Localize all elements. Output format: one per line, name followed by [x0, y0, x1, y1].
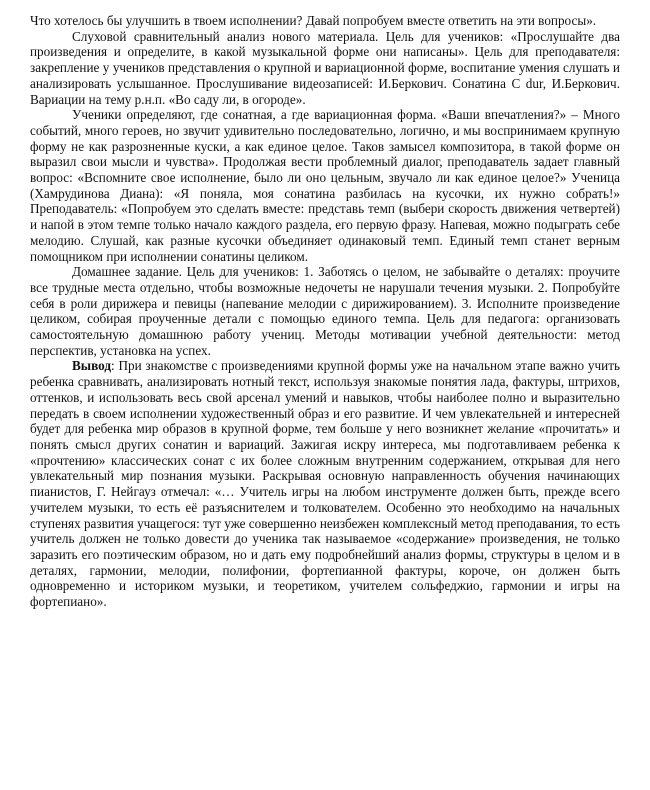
conclusion-text: : При знакомстве с произведениями крупной формы уже на начальном этапе важно учить ребенка сравнивать, анализировать нотный текст, используя знакомые понятия лада, фактуры, штрихов, оттенков, и использовать весь свой арсенал умений и навыков, чтобы наиболее полно и выразительно передать в своем исполнении художественный образ и его развитие. И чем увлекательней и интересней будет для ребенка мир образов в крупной форме, тем больше у него возникнет желание «прочитать» и понять смысл других сонатин и вариаций. Зажигая искру интереса, мы подготавливаем ребенка к «прочтению» классических сонат с их более сложным внутренним содержанием, открывая для него увлекательный мир познания музыки. Раскрывая основную направленность обучения начинающих пианистов, Г. Нейгауз отмечал: «… Учитель игры на любом инструменте должен быть, прежде всего учителем музыки, то есть её разъяснителем и толкователем. Особенно это необходимо на начальных ступенях развития учащегося: тут уже совершенно неизбежен комплексный метод преподавания, то есть учитель должен не только довести до ученика так называемое «содержание» произведения, не только заразить его поэтическим образом, но и дать ему подробнейший анализ формы, структуры в целом и в деталях, гармонии, мелодии, полифонии, фортепианной фактуры, короче, он должен быть одновременно и историком музыки, и теоретиком, учителем сольфеджио, гармонии и игры на фортепиано».	[30, 358, 621, 610]
conclusion-lead: Вывод	[72, 358, 112, 374]
paragraph-homework: Домашнее задание. Цель для учеников: 1. Заботясь о целом, не забывайте о деталях: проучите все трудные места отдельно, чтобы возможные недочеты не нарушали течения музыки. 2. Попробуйте себя в роли дирижера и певицы (напевание мелодии с дирижированием). 3. Исполните произведение целиком, собирая проученные детали с помощью единого темпа. Цель для педагога: организовать самостоятельную домашнюю работу учениц. Методы мотивации учебной деятельности: метод перспектив, установка на успех.	[30, 264, 620, 358]
paragraph-conclusion	[30, 358, 620, 609]
paragraph-listening-analysis: Слуховой сравнительный анализ нового материала. Цель для учеников: «Прослушайте два произведения и определите, в какой музыкальной форме они написаны». Цель для преподавателя: закрепление у учеников представления о крупной и вариационной форме, воспитание умения слушать и анализировать услышанное. Прослушивание видеозаписей: И.Беркович. Сонатина C dur, И.Беркович. Вариации на тему р.н.п. «Во саду ли, в огороде».	[30, 28, 620, 107]
paragraph-intro-question: Что хотелось бы улучшить в твоем исполнении? Давай попробуем вместе ответить на эти вопросы».	[30, 13, 597, 28]
paragraph-students-impressions: Ученики определяют, где сонатная, а где вариационная форма. «Ваши впечатления?» – Много событий, много героев, но звучит удивительно последовательно, логично, и мы воспринимаем крупную форму не как разрозненные куски, а как единое целое. Таков замысел композитора, в такой форме он выразил свои мысли и чувства». Продолжая вести проблемный диалог, преподаватель задает главный вопрос: «Вспомните свое исполнение, было ли оно цельным, звучало ли как единое целое?» Ученица (Хамрудинова Диана): «Я поняла, моя сонатина разбилась на кусочки, их нужно собрать!» Преподаватель: «Попробуем это сделать вместе: представь темп (выбери скорость движения четвертей) и напой в этом темпе только начало каждого раздела, его первую фразу. Напевая, можно подыграть себе мелодию. Слушай, как разные кусочки объединяет одинаковый темп. Единый темп станет верным помощником при исполнении сонатины целиком.	[30, 107, 620, 264]
